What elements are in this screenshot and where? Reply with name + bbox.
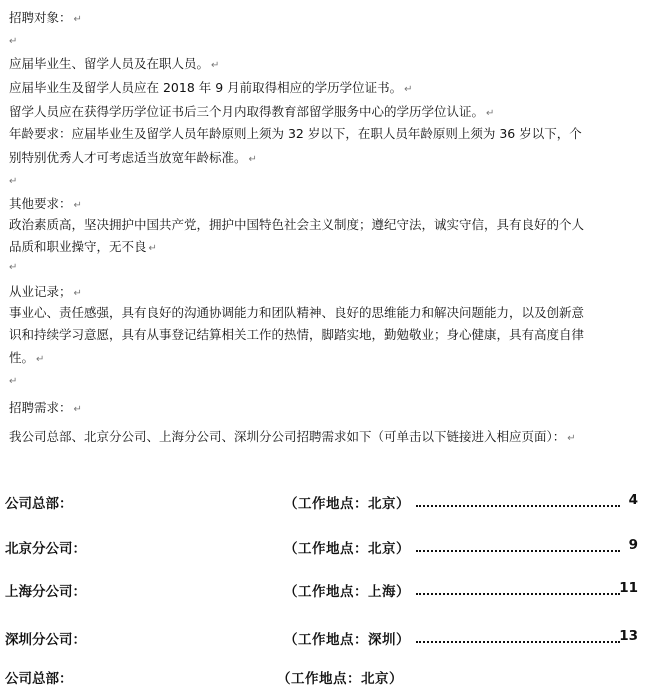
toc-entry-shenzhen[interactable] [5,628,638,648]
text: 留学人员应在获得学历学位证书后三个月内取得教育部留学服务中心的学历学位认证。 [9,104,485,119]
paragraph-mark: ↵ [404,84,413,95]
paragraph-line [9,327,584,343]
toc-entry-location[interactable]: （工作地点：北京） [284,496,410,512]
paragraph-line [9,104,494,122]
toc-entry-shanghai[interactable] [5,580,638,600]
toc-entry-page[interactable]: 9 [628,537,638,553]
text: 招聘需求： [9,400,72,415]
paragraph-mark: ↵ [73,200,82,211]
toc-entry-page[interactable]: 13 [619,628,638,644]
toc-entry-location[interactable]: （工作地点：深圳） [284,632,410,648]
paragraph-line [9,126,582,142]
toc-entry-page[interactable]: 11 [619,580,638,596]
toc-entry-name[interactable]: 北京分公司： [5,541,86,557]
paragraph-line [9,284,82,302]
text: 从业记录； [9,284,72,299]
text: 别特别优秀人才可考虑适当放宽年龄标准。 [9,150,247,165]
paragraph-line [9,429,576,447]
text: 我公司总部、北京分公司、上海分公司、深圳分公司招聘需求如下（可单击以下链接进入相应页面）： [9,429,566,444]
paragraph-line [9,217,584,233]
paragraph-mark: ↵ [567,433,576,444]
paragraph-recruit-demand [9,400,82,418]
text: 政治素质高，坚决拥护中国共产党，拥护中国特色社会主义制度；遵纪守法，诚实守信，具有良好的个人 [9,217,585,232]
toc-entry-location[interactable]: （工作地点：北京） [284,541,410,557]
paragraph-mark: ↵ [486,108,495,119]
section-heading-location: （工作地点：北京） [277,671,403,687]
toc-dot-leader [416,593,620,595]
paragraph-mark: ↵ [248,154,257,165]
paragraph-line [9,80,413,98]
toc-entry-headquarters[interactable] [5,492,638,512]
paragraph-recruit-target [9,10,82,28]
section-heading-name: 公司总部： [5,671,73,687]
toc-entry-page[interactable]: 4 [628,492,638,508]
paragraph-line [9,56,219,74]
paragraph-line [9,150,257,168]
toc-dot-leader [416,641,620,643]
text: 其他要求： [9,196,72,211]
empty-paragraph-mark: ↵ [9,262,18,273]
toc-entry-name[interactable]: 深圳分公司： [5,632,86,648]
paragraph-line [9,305,584,321]
empty-paragraph-mark: ↵ [9,176,18,187]
toc-dot-leader [416,550,620,552]
toc-entry-beijing[interactable] [5,537,638,557]
text: 识和持续学习意愿，具有从事登记结算相关工作的热情，脚踏实地，勤勉敬业；身心健康，具有高度自律 [9,327,585,342]
text: 年龄要求：应届毕业生及留学人员年龄原则上须为 32 岁以下，在职人员年龄原则上须为 36 岁以下，个 [9,126,582,141]
paragraph-mark: ↵ [211,60,220,71]
paragraph-mark: ↵ [148,243,157,254]
toc-entry-location[interactable]: （工作地点：上海） [284,584,410,600]
paragraph-other-requirements [9,196,82,214]
toc-entry-name[interactable]: 公司总部： [5,496,73,512]
text: 招聘对象： [9,10,72,25]
paragraph-line [9,239,157,257]
empty-paragraph-mark: ↵ [9,36,18,47]
text: 应届毕业生、留学人员及在职人员。 [9,56,210,71]
paragraph-mark: ↵ [73,404,82,415]
paragraph-mark: ↵ [36,354,45,365]
section-heading-headquarters [5,667,638,687]
paragraph-mark: ↵ [73,288,82,299]
text: 事业心、责任感强，具有良好的沟通协调能力和团队精神、良好的思维能力和解决问题能力，以及创新意 [9,305,585,320]
empty-paragraph-mark: ↵ [9,376,18,387]
toc-entry-name[interactable]: 上海分公司： [5,584,86,600]
paragraph-line [9,350,44,368]
paragraph-mark: ↵ [73,14,82,25]
toc-dot-leader [416,505,620,507]
text: 品质和职业操守，无不良 [9,239,147,254]
text: 性。 [9,350,35,365]
text: 应届毕业生及留学人员应在 2018 年 9 月前取得相应的学历学位证书。 [9,80,403,95]
